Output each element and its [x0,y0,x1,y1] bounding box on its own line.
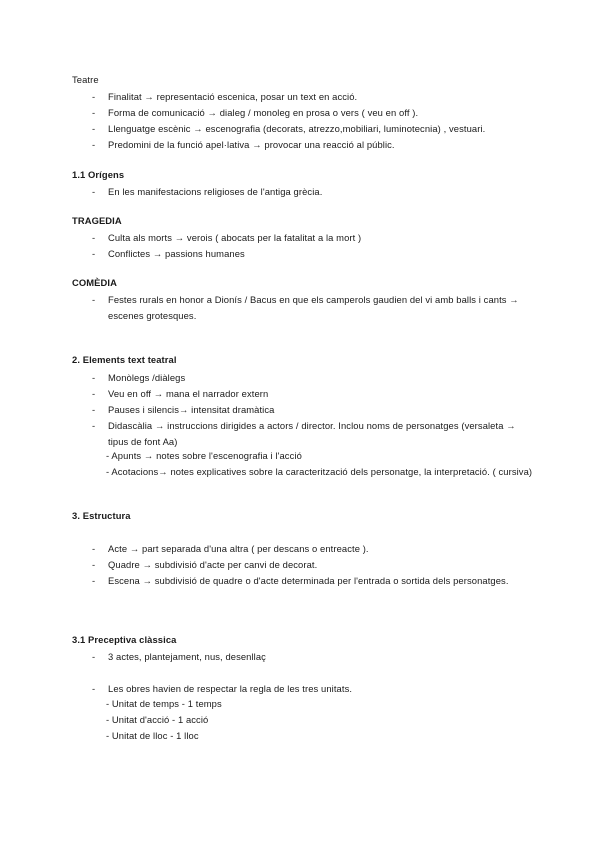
list-item-text: Monòlegs /diàlegs [108,372,186,383]
bullet-dash: - [92,139,96,150]
list-item-text: Pauses i silencis→ intensitat dramàtica [108,404,275,415]
bullet-dash: - [92,575,96,586]
list-item-text: Culta als morts → verois ( abocats per la fatalitat a la mort ) [108,232,362,243]
list-item-text: En les manifestacions religioses de l'antiga grècia. [108,186,323,197]
section-heading: 3.1 Preceptiva clàssica [72,634,177,645]
bullet-dash: - [92,388,96,399]
bullet-dash: - [92,651,96,662]
document-title: Teatre [72,74,99,85]
list-item-text: Veu en off → mana el narrador extern [108,388,269,399]
list-item-text: Finalitat → representació escenica, posar un text en acció. [108,91,358,102]
list-item-text: Didascàlia → instruccions dirigides a actors / director. Inclou noms de personatges (versaleta → tipus de font Aa) [108,420,516,447]
bullet-dash: - [92,543,96,554]
bullet-dash: - [92,248,96,259]
bullet-dash: - [92,91,96,102]
sub-item: - Unitat d'acció - 1 acció [106,714,209,725]
bullet-dash: - [92,107,96,118]
list-item-text: Quadre → subdivisió d'acte per canvi de decorat. [108,559,318,570]
bullet-dash: - [92,123,96,134]
bullet-dash: - [92,232,96,243]
bullet-dash: - [92,559,96,570]
section-heading: 2. Elements text teatral [72,354,177,365]
list-item-text: Escena → subdivisió de quadre o d'acte determinada per l'entrada o sortida dels personatges. [108,575,509,586]
list-item-text: 3 actes, plantejament, nus, desenllaç [108,651,266,662]
bullet-dash: - [92,294,96,305]
bullet-dash: - [92,683,96,694]
list-item-text: Festes rurals en honor a Dionís / Bacus en que els camperols gaudien del vi amb balls i cants → escenes grotesques. [108,294,519,321]
sub-item: - Apunts → notes sobre l'escenografia i l'acció [106,450,302,461]
list-item-text: Acte → part separada d'una altra ( per descans o entreacte ). [108,543,369,554]
section-heading: TRAGEDIA [72,215,122,226]
section-heading: COMÈDIA [72,277,117,288]
list-item-text: Conflictes → passions humanes [108,248,245,259]
bullet-dash: - [92,404,96,415]
sub-item: - Acotacions→ notes explicatives sobre la caracterització dels personatge, la interpretació. ( cursiva) [106,466,533,477]
bullet-dash: - [92,186,96,197]
list-item-text: Llenguatge escènic → escenografia (decorats, atrezzo,mobiliari, luminotecnia) , vestuari. [108,123,486,134]
list-item-text: Les obres havien de respectar la regla de les tres unitats. [108,683,353,694]
list-item-text: Predomini de la funció apel·lativa → provocar una reacció al públic. [108,139,395,150]
sub-item: - Unitat de lloc - 1 lloc [106,730,199,741]
list-item-text: Forma de comunicació → dialeg / monoleg en prosa o vers ( veu en off ). [108,107,419,118]
section-heading: 3. Estructura [72,510,131,521]
bullet-dash: - [92,372,96,383]
sub-item: - Unitat de temps - 1 temps [106,698,222,709]
section-heading: 1.1 Orígens [72,169,125,180]
bullet-dash: - [92,420,96,431]
